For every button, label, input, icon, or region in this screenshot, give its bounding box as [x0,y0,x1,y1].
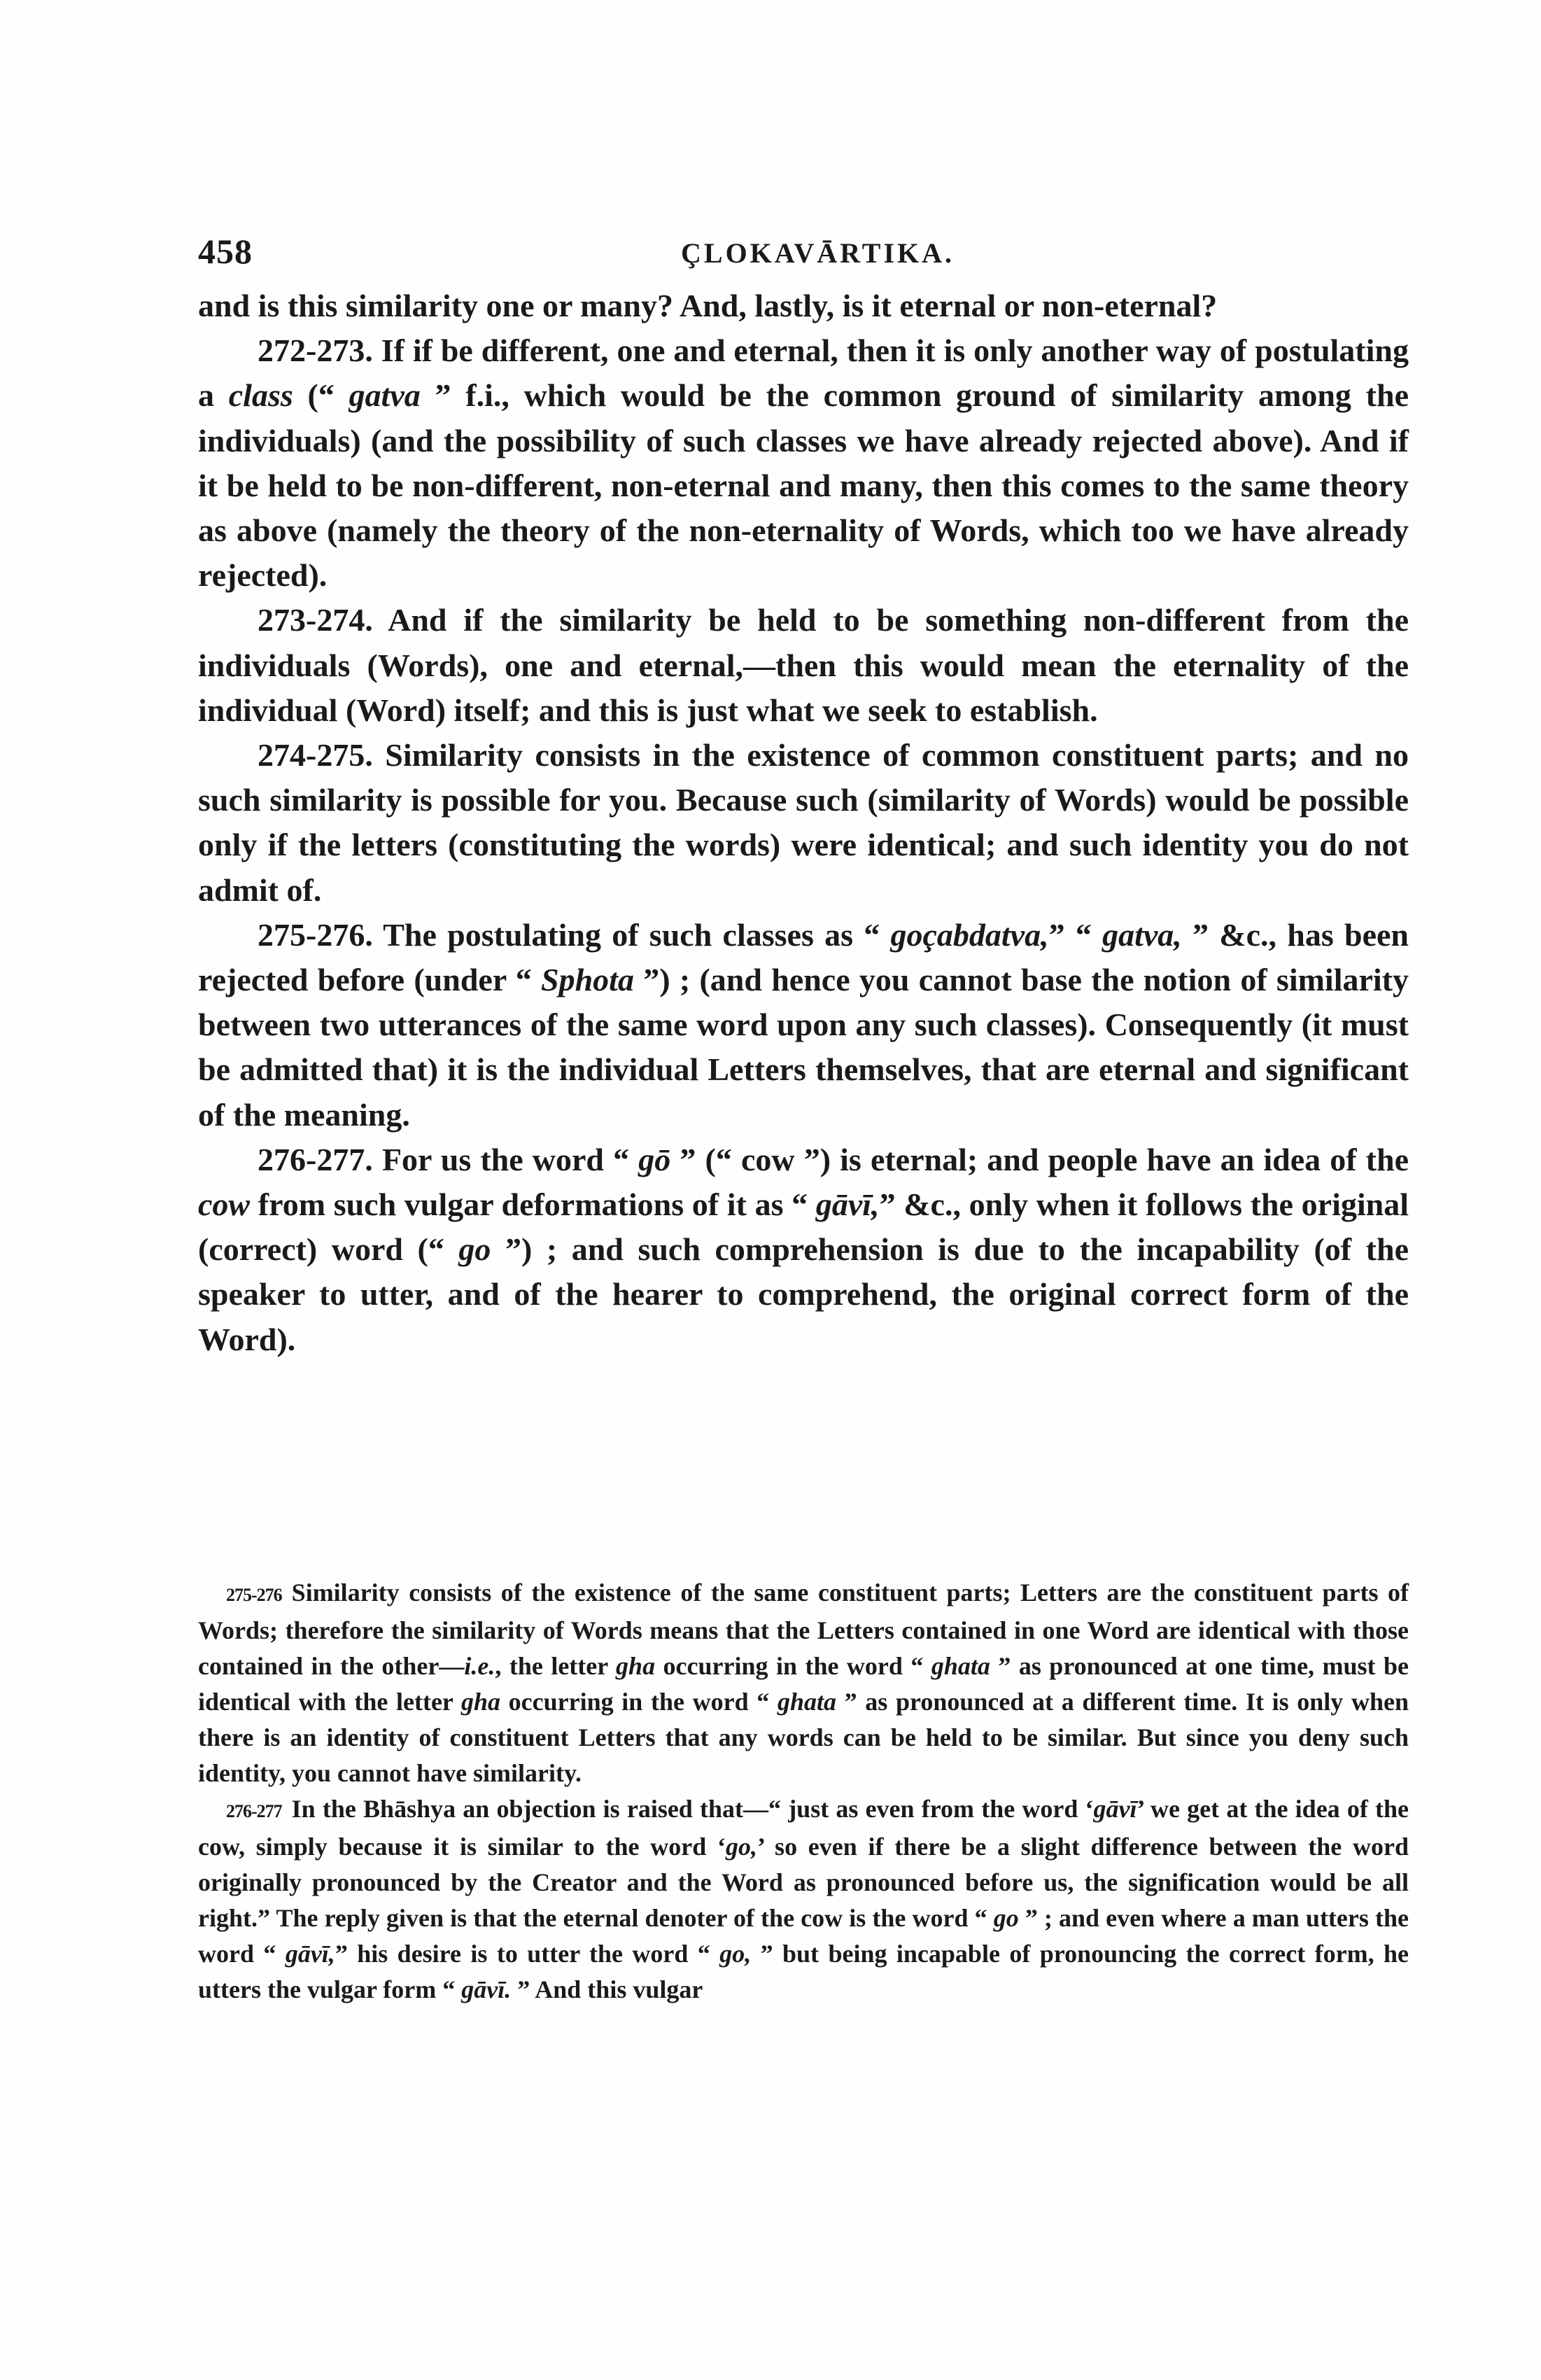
footnotes [198,1575,1409,2008]
paragraph-273-274: 273-274. And if the similarity be held to be something non-different from the individuals (Words), one and eternal,—then this would mean the eternality of the individual (Word) itself; and this is just what we seek to establish. [198,602,1409,728]
paragraph-276-277: 276-277. For us the word “ gō ” (“ cow ”) is eternal; and people have an idea of the cow from such vulgar deformations of it as “ gāvī,” &c., only when it follows the original (correct) word (“ go ”) ; and such comprehension is due to the incapability (of the speaker to utter, and of the hearer to comprehend, the original correct form of the Word). [198,1141,1409,1357]
paragraph-274-275: 274-275. Similarity consists in the existence of common constituent parts; and no such similarity is possible for you. Because such (similarity of Words) would be possible only if the letters (constituting the words) were identical; and such identity you do not admit of. [198,737,1409,908]
paragraph-275-276: 275-276. The postulating of such classes as “ goçabdatva,” “ gatva, ” &c., has been rejected before (under “ Sphota ”) ; (and hence you cannot base the notion of similarity between two utterances of the same word upon any such classes). Consequently (it must be admitted that) it is the individual Letters themselves, that are eternal and significant of the meaning. [198,916,1409,1133]
running-title: ÇLOKAVĀRTIKA. [681,237,955,269]
running-head [198,231,1409,273]
footnote-ref: 275-276 [226,1585,282,1605]
paragraph-continuation: and is this similarity one or many? And, lastly, is it eternal or non-eternal? [198,288,1218,323]
footnote-276-277: 276-277 In the Bhāshya an objection is raised that—“ just as even from the word ‘gāvī’ we get at the idea of the cow, simply because it is similar to the word ‘go,’ so even if there be a slight difference between the word originally pronounced by the Creator and the Word as pronounced before us, the signification would be all right.” The reply given is that the eternal denoter of the cow is the word “ go ” ; and even where a man utters the word “ gāvī,” his desire is to utter the word “ go, ” but being incapable of pronouncing the correct form, he utters the vulgar form “ gāvī. ” And this vulgar [198,1795,1409,2003]
footnote-275-276: 275-276 Similarity consists of the existence of the same constituent parts; Letters are the constituent parts of Words; therefore the similarity of Words means that the Letters contained in one Word are identical with those contained in the other—i.e., the letter gha occurring in the word “ ghata ” as pronounced at one time, must be identical with the letter gha occurring in the word “ ghata ” as pronounced at a different time. It is only when there is an identity of constituent Letters that any words can be held to be similar. But since you deny such identity, you cannot have similarity. [198,1578,1409,1787]
paragraph-272-273: 272-273. If if be different, one and eternal, then it is only another way of postulating a class (“ gatva ” f.i., which would be the common ground of similarity among the individuals) (and the possibility of such classes we have already rejected above). And if it be held to be non-different, non-eternal and many, then this comes to the same theory as above (namely the theory of the non-eternality of Words, which too we have already rejected). [198,332,1409,594]
main-text [198,284,1409,1362]
page-number: 458 [198,232,253,271]
footnote-ref: 276-277 [226,1801,282,1821]
